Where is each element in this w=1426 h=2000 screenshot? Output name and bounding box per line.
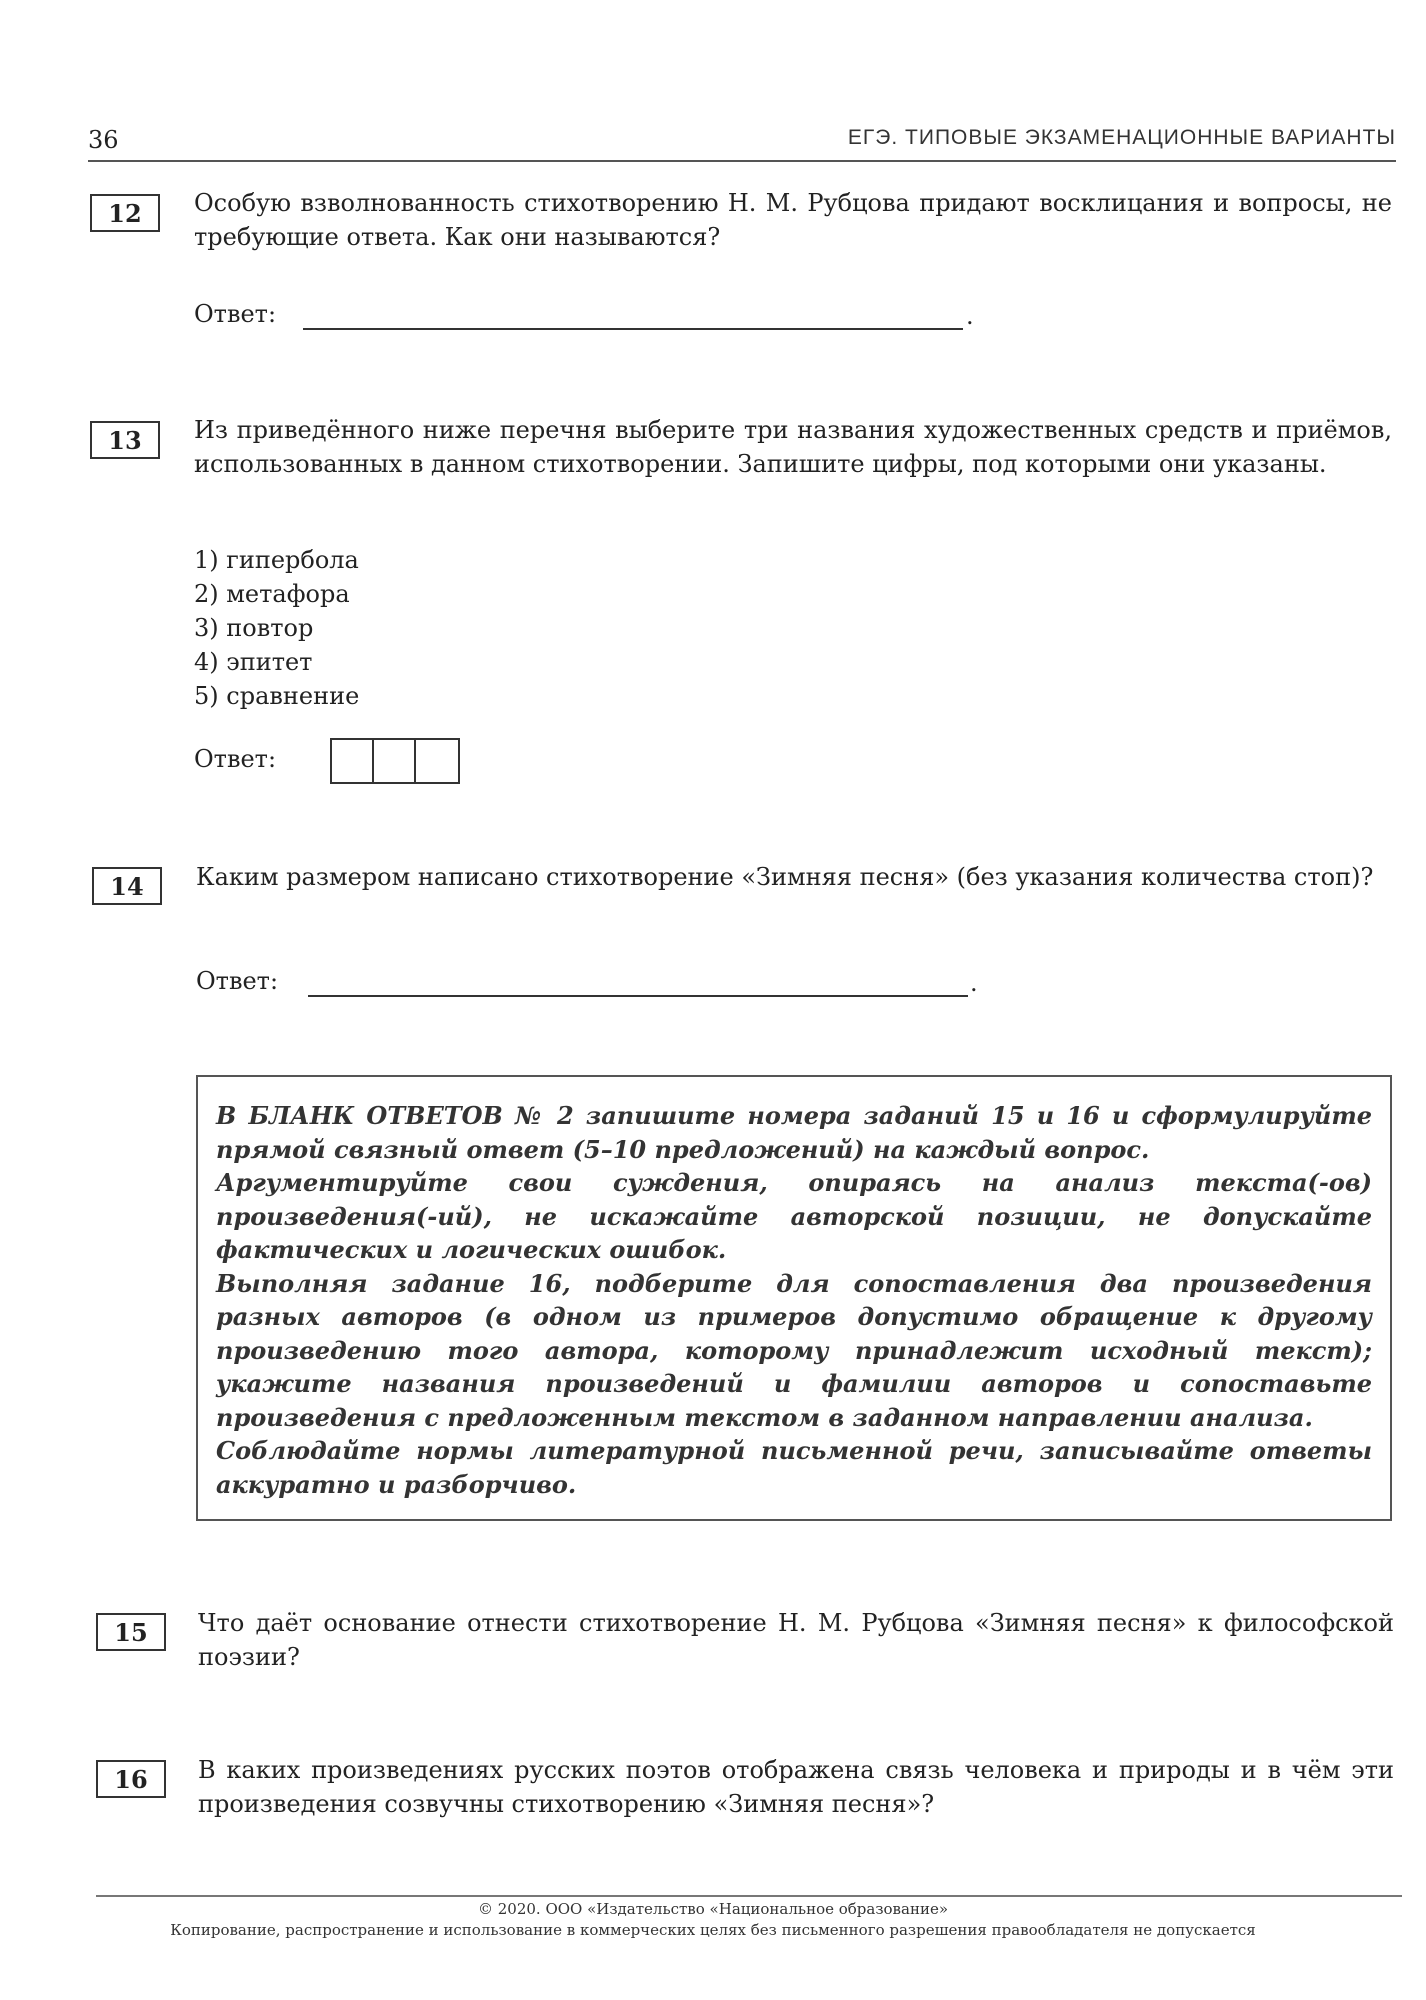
footer-notice: Копирование, распространение и использование в коммерческих целях без письменного разрешения правообладателя не допускается: [170, 1921, 1256, 1939]
task-12-question: Особую взволнованность стихотворению Н. М. Рубцова придают восклицания и вопросы, не требующие ответа. Как они называются?: [194, 189, 1392, 251]
option-item: 3) повтор: [194, 614, 314, 642]
instructions-paragraph: Соблюдайте нормы литературной письменной речи, записывайте ответы аккуратно и разборчиво.: [216, 1436, 1372, 1499]
instructions-paragraph: Выполняя задание 16, подберите для сопоставления два произведения разных авторов (в одном из примеров допустимо обращение к другому произведению того автора, которому принадлежит исходный текст); укажите названия произведений и фамилии авторов и сопоставьте произведения с предложенным текстом в заданном направлении анализа.: [216, 1268, 1372, 1432]
option-item: 2) метафора: [194, 580, 350, 608]
task-16-question: В каких произведениях русских поэтов отображена связь человека и природы и в чём эти произведения созвучны стихотворению «Зимняя песня»?: [198, 1756, 1394, 1818]
task-13-question: Из приведённого ниже перечня выберите три названия художественных средств и приёмов, использованных в данном стихотворении. Запишите цифры, под которыми они указаны.: [194, 416, 1392, 478]
task-12-answer-dot: .: [966, 302, 974, 330]
instructions-paragraph: Аргументируйте свои суждения, опираясь на анализ текста(-ов) произведения(-ий), не искажайте авторской позиции, не допускайте фактических и логических ошибок.: [216, 1168, 1372, 1264]
page-header-title: ЕГЭ. ТИПОВЫЕ ЭКЗАМЕНАЦИОННЫЕ ВАРИАНТЫ: [847, 126, 1396, 149]
page-number: 36: [88, 126, 119, 154]
instructions-box: [196, 1075, 1392, 1521]
answer-cell[interactable]: [374, 740, 416, 782]
task-13-answer-label: Ответ:: [194, 745, 277, 773]
task-14-number: 14: [92, 867, 162, 905]
task-13-answer-cells: [330, 738, 460, 784]
task-13-number: 13: [90, 421, 160, 459]
option-item: 1) гипербола: [194, 546, 359, 574]
footer-copyright: © 2020. ООО «Издательство «Национальное образование»: [477, 1900, 948, 1918]
instructions-paragraph: В БЛАНК ОТВЕТОВ № 2 запишите номера заданий 15 и 16 и сформулируйте прямой связный ответ (5–10 предложений) на каждый вопрос.: [216, 1101, 1372, 1164]
answer-cell[interactable]: [416, 740, 458, 782]
task-14-question: Каким размером написано стихотворение «Зимняя песня» (без указания количества стоп)?: [196, 863, 1374, 891]
task-14-answer-dot: .: [970, 969, 978, 997]
task-12-answer-field[interactable]: [303, 328, 963, 330]
header-divider: [88, 160, 1396, 162]
task-15-number: 15: [96, 1613, 166, 1651]
task-16-number: 16: [96, 1760, 166, 1798]
task-14-answer-field[interactable]: [308, 995, 968, 997]
task-12-number: 12: [90, 194, 160, 232]
task-14-answer-label: Ответ:: [196, 967, 279, 995]
option-item: 5) сравнение: [194, 682, 360, 710]
answer-cell[interactable]: [332, 740, 374, 782]
footer-divider: [96, 1895, 1402, 1897]
task-12-answer-label: Ответ:: [194, 300, 277, 328]
option-item: 4) эпитет: [194, 648, 313, 676]
task-13-options: [194, 543, 359, 713]
task-15-question: Что даёт основание отнести стихотворение Н. М. Рубцова «Зимняя песня» к философской поэзии?: [198, 1609, 1394, 1671]
